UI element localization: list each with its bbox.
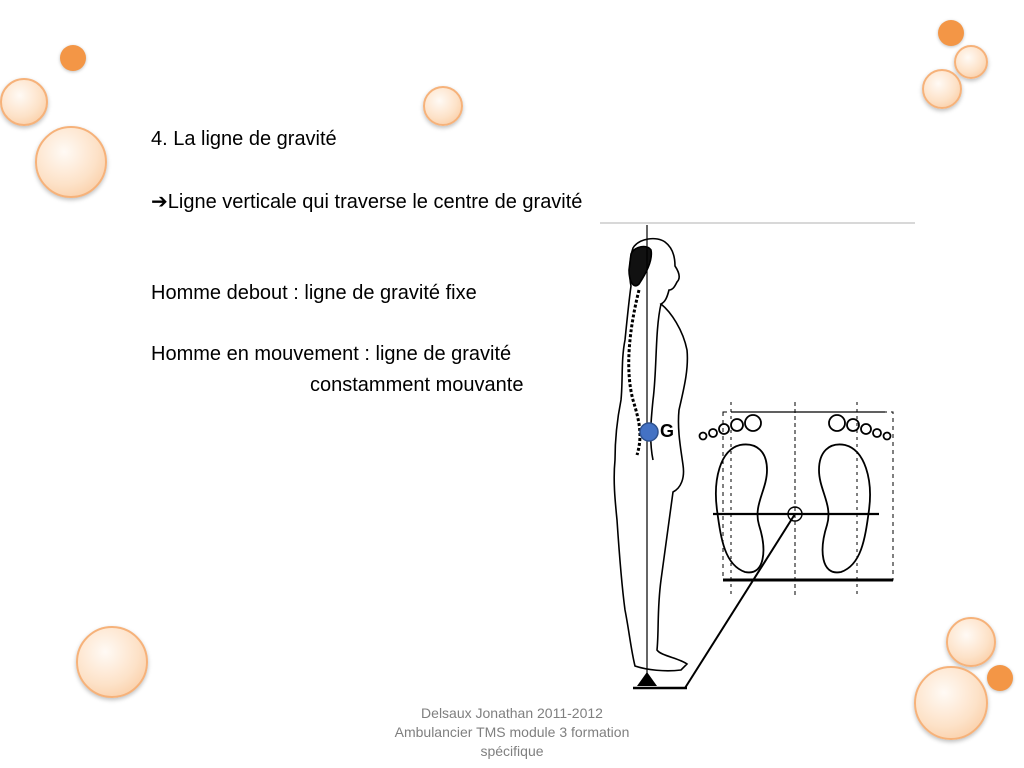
spine bbox=[629, 290, 640, 455]
decor-bubble bbox=[0, 78, 48, 126]
footer-line2: Ambulancier TMS module 3 formation bbox=[394, 724, 630, 740]
footer-line1: Delsaux Jonathan 2011-2012 bbox=[421, 705, 603, 721]
human-silhouette bbox=[614, 239, 687, 671]
decor-bubble bbox=[423, 86, 463, 126]
feet-footprint bbox=[700, 402, 894, 596]
decor-bubble bbox=[35, 126, 107, 198]
center-of-gravity-marker bbox=[640, 423, 658, 441]
decor-bubble bbox=[914, 666, 988, 740]
decor-bubble bbox=[60, 45, 86, 71]
g-label: G bbox=[660, 421, 675, 441]
decor-bubble bbox=[922, 69, 962, 109]
slide-footer bbox=[362, 704, 662, 761]
definition-text: Ligne verticale qui traverse le centre de gravité bbox=[167, 191, 583, 213]
moving-text-line1: Homme en mouvement : ligne de gravité bbox=[151, 343, 512, 365]
arrow-icon: ➔ bbox=[151, 191, 168, 213]
definition-line bbox=[151, 189, 582, 214]
slide-heading: 4. La ligne de gravité bbox=[151, 128, 337, 150]
moving-text-line2: constamment mouvante bbox=[310, 374, 524, 396]
decor-bubble bbox=[76, 626, 148, 698]
standing-text: Homme debout : ligne de gravité fixe bbox=[151, 282, 477, 304]
decor-bubble bbox=[987, 665, 1013, 691]
decor-bubble bbox=[954, 45, 988, 79]
gravity-figure bbox=[595, 220, 920, 695]
footer-line3: spécifique bbox=[480, 743, 544, 759]
decor-bubble bbox=[938, 20, 964, 46]
decor-bubble bbox=[946, 617, 996, 667]
